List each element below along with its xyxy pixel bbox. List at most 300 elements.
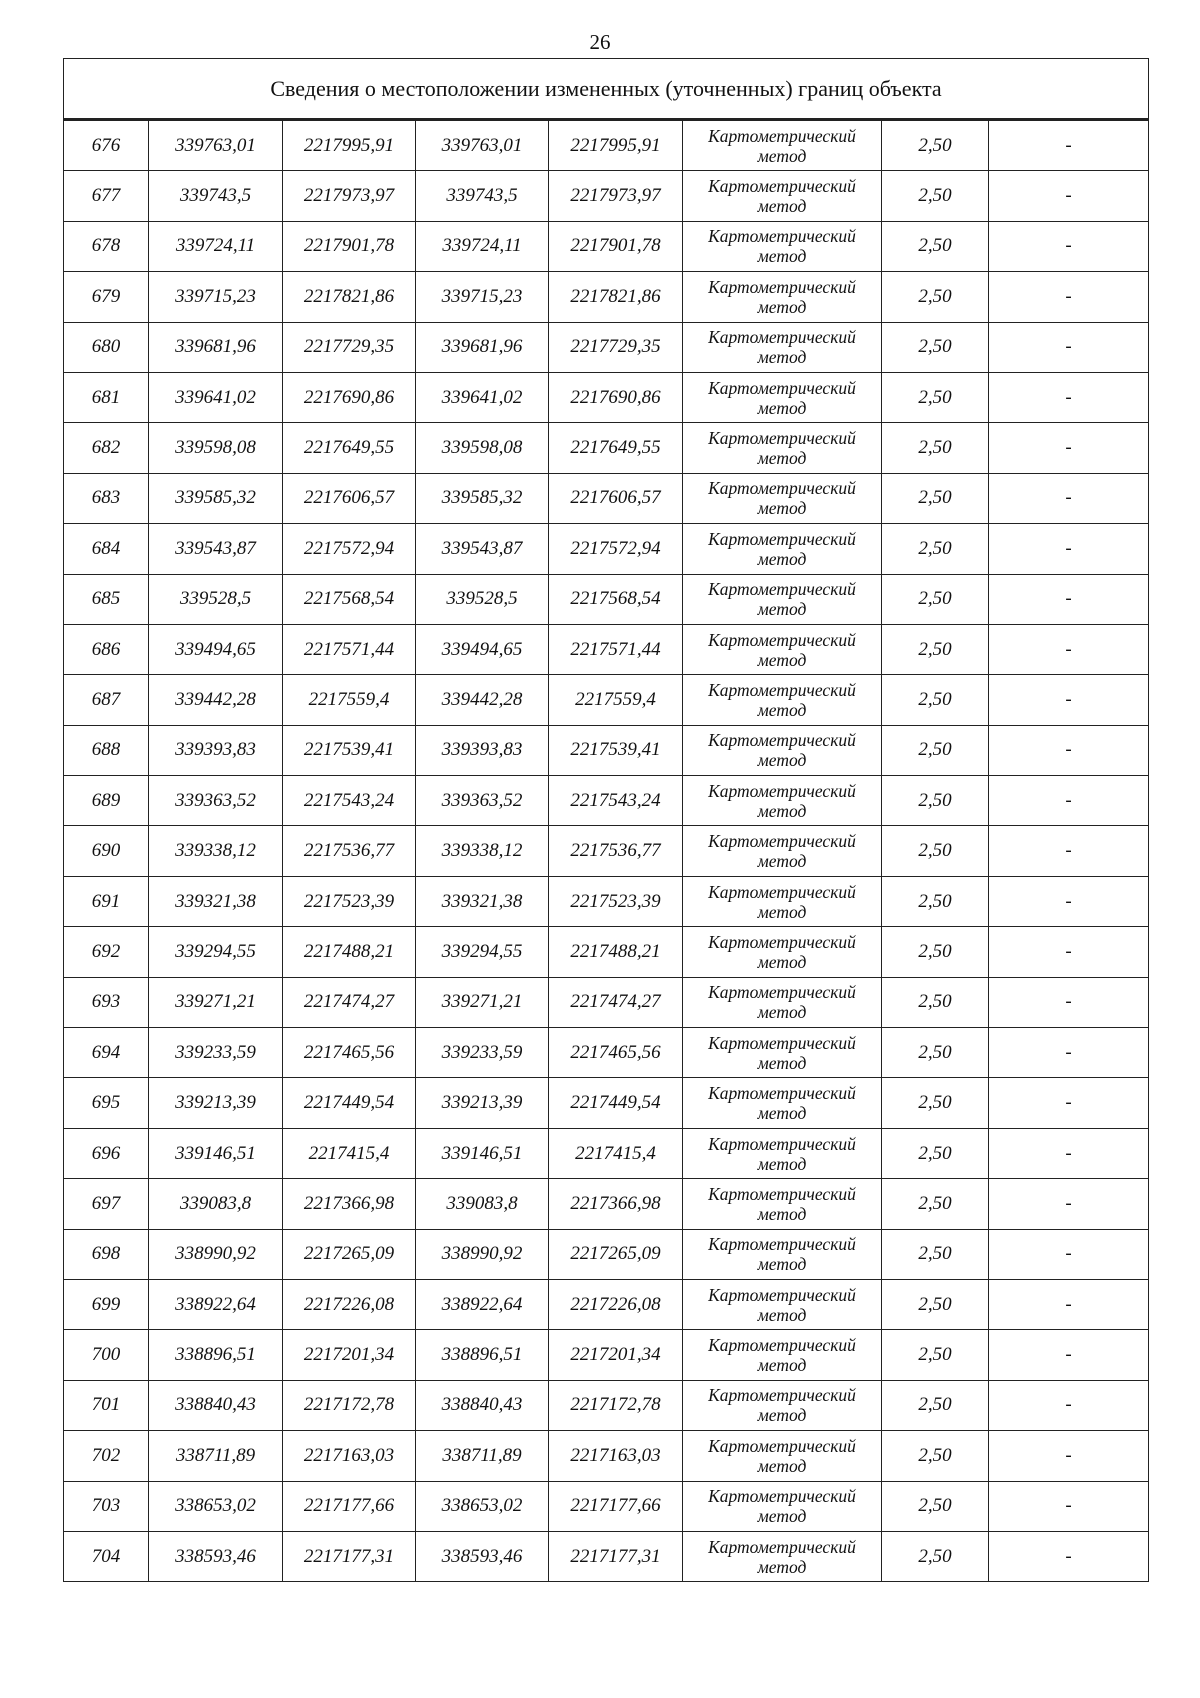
y-existing-cell: 2217536,77 [283, 826, 416, 876]
page-number: 26 [589, 30, 611, 54]
accuracy-cell: 2,50 [882, 1531, 989, 1581]
method-line-2: метод [757, 599, 807, 620]
y-refined-cell: 2217449,54 [549, 1078, 683, 1128]
point-number-cell: 687 [64, 675, 149, 725]
note-cell: - [989, 1028, 1149, 1078]
accuracy-cell: 2,50 [882, 675, 989, 725]
x-refined-cell: 339585,32 [416, 473, 549, 523]
x-existing-cell: 339213,39 [149, 1078, 283, 1128]
method-line-2: метод [757, 1405, 807, 1426]
x-refined-cell: 339494,65 [416, 624, 549, 674]
x-refined-cell: 339393,83 [416, 725, 549, 775]
y-existing-cell: 2217901,78 [283, 221, 416, 271]
x-refined-cell: 338990,92 [416, 1229, 549, 1279]
point-number-cell: 690 [64, 826, 149, 876]
method-line-2: метод [757, 1203, 807, 1224]
method-line-2: метод [757, 397, 807, 418]
method-line-1: Картометрический [708, 327, 856, 348]
x-refined-cell: 339543,87 [416, 524, 549, 574]
y-refined-cell: 2217523,39 [549, 876, 683, 926]
x-existing-cell: 338922,64 [149, 1279, 283, 1329]
method-line-1: Картометрический [708, 931, 856, 952]
x-existing-cell: 339363,52 [149, 776, 283, 826]
x-existing-cell: 338711,89 [149, 1431, 283, 1481]
y-existing-cell: 2217465,56 [283, 1028, 416, 1078]
y-refined-cell: 2217729,35 [549, 322, 683, 372]
y-refined-cell: 2217265,09 [549, 1229, 683, 1279]
y-existing-cell: 2217559,4 [283, 675, 416, 725]
x-existing-cell: 338840,43 [149, 1380, 283, 1430]
x-existing-cell: 339494,65 [149, 624, 283, 674]
method-line-1: Картометрический [708, 1385, 856, 1406]
y-existing-cell: 2217543,24 [283, 776, 416, 826]
note-cell: - [989, 1531, 1149, 1581]
method-cell [683, 675, 882, 725]
accuracy-cell: 2,50 [882, 1128, 989, 1178]
method-line-2: метод [757, 296, 807, 317]
note-cell: - [989, 473, 1149, 523]
method-line-1: Картометрический [708, 1083, 856, 1104]
method-line-1: Картометрический [708, 780, 856, 801]
method-line-2: метод [757, 246, 807, 267]
x-refined-cell: 339681,96 [416, 322, 549, 372]
y-refined-cell: 2217539,41 [549, 725, 683, 775]
x-refined-cell: 338653,02 [416, 1481, 549, 1531]
x-refined-cell: 339715,23 [416, 272, 549, 322]
note-cell: - [989, 1078, 1149, 1128]
method-cell [683, 725, 882, 775]
x-refined-cell: 339598,08 [416, 423, 549, 473]
y-refined-cell: 2217973,97 [549, 171, 683, 221]
x-existing-cell: 339271,21 [149, 977, 283, 1027]
x-refined-cell: 339763,01 [416, 120, 549, 171]
method-line-1: Картометрический [708, 1133, 856, 1154]
point-number-cell: 686 [64, 624, 149, 674]
table-row [64, 1078, 1149, 1128]
method-line-2: метод [757, 800, 807, 821]
x-existing-cell: 339543,87 [149, 524, 283, 574]
point-number-cell: 696 [64, 1128, 149, 1178]
table-row [64, 1279, 1149, 1329]
method-line-1: Картометрический [708, 276, 856, 297]
x-refined-cell: 339233,59 [416, 1028, 549, 1078]
x-refined-cell: 338593,46 [416, 1531, 549, 1581]
y-refined-cell: 2217226,08 [549, 1279, 683, 1329]
table-row [64, 675, 1149, 725]
x-refined-cell: 338840,43 [416, 1380, 549, 1430]
method-line-2: метод [757, 901, 807, 922]
y-refined-cell: 2217559,4 [549, 675, 683, 725]
y-existing-cell: 2217995,91 [283, 120, 416, 171]
method-line-2: метод [757, 1455, 807, 1476]
x-existing-cell: 339442,28 [149, 675, 283, 725]
method-line-1: Картометрический [708, 1284, 856, 1305]
y-refined-cell: 2217901,78 [549, 221, 683, 271]
table-row [64, 272, 1149, 322]
accuracy-cell: 2,50 [882, 876, 989, 926]
method-cell [683, 120, 882, 171]
table-row [64, 1431, 1149, 1481]
x-refined-cell: 339271,21 [416, 977, 549, 1027]
method-line-1: Картометрический [708, 176, 856, 197]
method-cell [683, 826, 882, 876]
note-cell: - [989, 624, 1149, 674]
method-cell [683, 1279, 882, 1329]
point-number-cell: 703 [64, 1481, 149, 1531]
method-line-1: Картометрический [708, 377, 856, 398]
y-existing-cell: 2217568,54 [283, 574, 416, 624]
x-existing-cell: 339585,32 [149, 473, 283, 523]
method-line-1: Картометрический [708, 226, 856, 247]
method-cell [683, 1128, 882, 1178]
y-refined-cell: 2217488,21 [549, 927, 683, 977]
point-number-cell: 699 [64, 1279, 149, 1329]
y-refined-cell: 2217572,94 [549, 524, 683, 574]
method-line-2: метод [757, 649, 807, 670]
y-refined-cell: 2217366,98 [549, 1179, 683, 1229]
x-existing-cell: 339763,01 [149, 120, 283, 171]
method-cell [683, 524, 882, 574]
y-refined-cell: 2217606,57 [549, 473, 683, 523]
table-row [64, 876, 1149, 926]
method-cell [683, 876, 882, 926]
note-cell: - [989, 221, 1149, 271]
y-existing-cell: 2217973,97 [283, 171, 416, 221]
x-existing-cell: 339083,8 [149, 1179, 283, 1229]
point-number-cell: 701 [64, 1380, 149, 1430]
table-row [64, 624, 1149, 674]
y-refined-cell: 2217649,55 [549, 423, 683, 473]
point-number-cell: 685 [64, 574, 149, 624]
table-row [64, 322, 1149, 372]
method-cell [683, 574, 882, 624]
note-cell: - [989, 1229, 1149, 1279]
method-cell [683, 1380, 882, 1430]
x-existing-cell: 339528,5 [149, 574, 283, 624]
x-refined-cell: 339338,12 [416, 826, 549, 876]
method-line-2: метод [757, 145, 807, 166]
method-cell [683, 1431, 882, 1481]
table-row [64, 171, 1149, 221]
method-line-1: Картометрический [708, 982, 856, 1003]
table-body [64, 120, 1149, 1582]
note-cell: - [989, 776, 1149, 826]
method-line-2: метод [757, 750, 807, 771]
method-cell [683, 776, 882, 826]
method-line-1: Картометрический [708, 629, 856, 650]
y-existing-cell: 2217366,98 [283, 1179, 416, 1229]
y-refined-cell: 2217474,27 [549, 977, 683, 1027]
y-existing-cell: 2217177,66 [283, 1481, 416, 1531]
point-number-cell: 694 [64, 1028, 149, 1078]
note-cell: - [989, 423, 1149, 473]
point-number-cell: 681 [64, 372, 149, 422]
method-cell [683, 322, 882, 372]
y-existing-cell: 2217571,44 [283, 624, 416, 674]
method-line-1: Картометрический [708, 579, 856, 600]
note-cell: - [989, 876, 1149, 926]
accuracy-cell: 2,50 [882, 1229, 989, 1279]
method-cell [683, 1078, 882, 1128]
y-refined-cell: 2217415,4 [549, 1128, 683, 1178]
x-existing-cell: 338990,92 [149, 1229, 283, 1279]
y-existing-cell: 2217163,03 [283, 1431, 416, 1481]
note-cell: - [989, 1330, 1149, 1380]
method-line-2: метод [757, 1556, 807, 1577]
table-row [64, 776, 1149, 826]
y-refined-cell: 2217568,54 [549, 574, 683, 624]
point-number-cell: 697 [64, 1179, 149, 1229]
x-refined-cell: 339146,51 [416, 1128, 549, 1178]
method-line-2: метод [757, 1355, 807, 1376]
x-existing-cell: 338593,46 [149, 1531, 283, 1581]
x-refined-cell: 339442,28 [416, 675, 549, 725]
x-existing-cell: 339233,59 [149, 1028, 283, 1078]
method-line-1: Картометрический [708, 428, 856, 449]
accuracy-cell: 2,50 [882, 322, 989, 372]
point-number-cell: 680 [64, 322, 149, 372]
note-cell: - [989, 524, 1149, 574]
point-number-cell: 700 [64, 1330, 149, 1380]
y-existing-cell: 2217265,09 [283, 1229, 416, 1279]
x-refined-cell: 339321,38 [416, 876, 549, 926]
y-existing-cell: 2217606,57 [283, 473, 416, 523]
method-cell [683, 423, 882, 473]
method-cell [683, 1481, 882, 1531]
table-row [64, 1531, 1149, 1581]
point-number-cell: 677 [64, 171, 149, 221]
accuracy-cell: 2,50 [882, 1380, 989, 1430]
method-line-1: Картометрический [708, 1335, 856, 1356]
x-existing-cell: 339724,11 [149, 221, 283, 271]
note-cell: - [989, 725, 1149, 775]
method-cell [683, 1179, 882, 1229]
x-refined-cell: 339528,5 [416, 574, 549, 624]
y-refined-cell: 2217995,91 [549, 120, 683, 171]
x-existing-cell: 339743,5 [149, 171, 283, 221]
accuracy-cell: 2,50 [882, 977, 989, 1027]
x-refined-cell: 339083,8 [416, 1179, 549, 1229]
method-line-2: метод [757, 851, 807, 872]
accuracy-cell: 2,50 [882, 221, 989, 271]
note-cell: - [989, 1481, 1149, 1531]
y-existing-cell: 2217226,08 [283, 1279, 416, 1329]
note-cell: - [989, 1179, 1149, 1229]
accuracy-cell: 2,50 [882, 120, 989, 171]
point-number-cell: 691 [64, 876, 149, 926]
x-refined-cell: 339294,55 [416, 927, 549, 977]
accuracy-cell: 2,50 [882, 272, 989, 322]
y-existing-cell: 2217821,86 [283, 272, 416, 322]
accuracy-cell: 2,50 [882, 776, 989, 826]
method-line-2: метод [757, 196, 807, 217]
accuracy-cell: 2,50 [882, 1179, 989, 1229]
method-line-2: метод [757, 1002, 807, 1023]
point-number-cell: 693 [64, 977, 149, 1027]
table-row [64, 1229, 1149, 1279]
method-line-1: Картометрический [708, 478, 856, 499]
method-line-2: метод [757, 1254, 807, 1275]
method-line-1: Картометрический [708, 528, 856, 549]
method-cell [683, 1531, 882, 1581]
point-number-cell: 698 [64, 1229, 149, 1279]
method-cell [683, 1028, 882, 1078]
method-line-2: метод [757, 548, 807, 569]
accuracy-cell: 2,50 [882, 473, 989, 523]
note-cell: - [989, 322, 1149, 372]
method-cell [683, 372, 882, 422]
x-existing-cell: 338653,02 [149, 1481, 283, 1531]
y-existing-cell: 2217449,54 [283, 1078, 416, 1128]
table-row [64, 1128, 1149, 1178]
point-number-cell: 702 [64, 1431, 149, 1481]
y-existing-cell: 2217539,41 [283, 725, 416, 775]
method-cell [683, 272, 882, 322]
accuracy-cell: 2,50 [882, 1330, 989, 1380]
x-existing-cell: 339598,08 [149, 423, 283, 473]
accuracy-cell: 2,50 [882, 524, 989, 574]
accuracy-cell: 2,50 [882, 171, 989, 221]
table-row [64, 372, 1149, 422]
method-line-1: Картометрический [708, 1435, 856, 1456]
y-existing-cell: 2217572,94 [283, 524, 416, 574]
table-row [64, 1330, 1149, 1380]
y-refined-cell: 2217163,03 [549, 1431, 683, 1481]
method-line-1: Картометрический [708, 831, 856, 852]
method-line-2: метод [757, 1506, 807, 1527]
y-existing-cell: 2217523,39 [283, 876, 416, 926]
note-cell: - [989, 272, 1149, 322]
method-line-1: Картометрический [708, 1183, 856, 1204]
method-line-2: метод [757, 1103, 807, 1124]
point-number-cell: 688 [64, 725, 149, 775]
point-number-cell: 678 [64, 221, 149, 271]
table-row [64, 120, 1149, 171]
method-cell [683, 221, 882, 271]
table-row [64, 221, 1149, 271]
method-cell [683, 1229, 882, 1279]
table-row [64, 574, 1149, 624]
y-refined-cell: 2217177,66 [549, 1481, 683, 1531]
x-refined-cell: 339641,02 [416, 372, 549, 422]
y-existing-cell: 2217649,55 [283, 423, 416, 473]
accuracy-cell: 2,50 [882, 927, 989, 977]
table-row [64, 1380, 1149, 1430]
y-refined-cell: 2217172,78 [549, 1380, 683, 1430]
table-title: Сведения о местоположении измененных (уточненных) границ объекта [64, 59, 1149, 120]
x-existing-cell: 339715,23 [149, 272, 283, 322]
x-existing-cell: 338896,51 [149, 1330, 283, 1380]
note-cell: - [989, 1431, 1149, 1481]
table-row [64, 1481, 1149, 1531]
y-refined-cell: 2217201,34 [549, 1330, 683, 1380]
note-cell: - [989, 826, 1149, 876]
method-cell [683, 473, 882, 523]
y-existing-cell: 2217415,4 [283, 1128, 416, 1178]
table-row [64, 473, 1149, 523]
point-number-cell: 692 [64, 927, 149, 977]
accuracy-cell: 2,50 [882, 1481, 989, 1531]
accuracy-cell: 2,50 [882, 574, 989, 624]
method-cell [683, 927, 882, 977]
x-existing-cell: 339641,02 [149, 372, 283, 422]
note-cell: - [989, 675, 1149, 725]
y-refined-cell: 2217690,86 [549, 372, 683, 422]
y-refined-cell: 2217543,24 [549, 776, 683, 826]
accuracy-cell: 2,50 [882, 1028, 989, 1078]
method-line-2: метод [757, 699, 807, 720]
accuracy-cell: 2,50 [882, 372, 989, 422]
x-existing-cell: 339321,38 [149, 876, 283, 926]
note-cell: - [989, 372, 1149, 422]
method-line-1: Картометрический [708, 1234, 856, 1255]
y-existing-cell: 2217729,35 [283, 322, 416, 372]
accuracy-cell: 2,50 [882, 1078, 989, 1128]
method-line-1: Картометрический [708, 679, 856, 700]
method-line-1: Картометрический [708, 881, 856, 902]
method-cell [683, 977, 882, 1027]
x-refined-cell: 339363,52 [416, 776, 549, 826]
point-number-cell: 695 [64, 1078, 149, 1128]
table-title-row [64, 59, 1149, 120]
method-line-1: Картометрический [708, 1032, 856, 1053]
note-cell: - [989, 120, 1149, 171]
boundary-coordinates-table [63, 58, 1149, 1582]
point-number-cell: 683 [64, 473, 149, 523]
x-existing-cell: 339338,12 [149, 826, 283, 876]
method-line-2: метод [757, 498, 807, 519]
note-cell: - [989, 1279, 1149, 1329]
method-cell [683, 624, 882, 674]
x-refined-cell: 339743,5 [416, 171, 549, 221]
note-cell: - [989, 927, 1149, 977]
x-existing-cell: 339681,96 [149, 322, 283, 372]
x-refined-cell: 338922,64 [416, 1279, 549, 1329]
method-line-2: метод [757, 1304, 807, 1325]
note-cell: - [989, 171, 1149, 221]
y-existing-cell: 2217488,21 [283, 927, 416, 977]
method-line-2: метод [757, 347, 807, 368]
accuracy-cell: 2,50 [882, 725, 989, 775]
point-number-cell: 704 [64, 1531, 149, 1581]
y-refined-cell: 2217536,77 [549, 826, 683, 876]
table-row [64, 524, 1149, 574]
method-cell [683, 1330, 882, 1380]
table-row [64, 826, 1149, 876]
table-row [64, 1179, 1149, 1229]
y-existing-cell: 2217201,34 [283, 1330, 416, 1380]
accuracy-cell: 2,50 [882, 423, 989, 473]
x-refined-cell: 338896,51 [416, 1330, 549, 1380]
y-existing-cell: 2217177,31 [283, 1531, 416, 1581]
table-row [64, 725, 1149, 775]
point-number-cell: 682 [64, 423, 149, 473]
method-line-1: Картометрический [708, 730, 856, 751]
method-line-1: Картометрический [708, 1536, 856, 1557]
table-row [64, 1028, 1149, 1078]
method-cell [683, 171, 882, 221]
point-number-cell: 684 [64, 524, 149, 574]
x-existing-cell: 339294,55 [149, 927, 283, 977]
method-line-2: метод [757, 951, 807, 972]
y-refined-cell: 2217465,56 [549, 1028, 683, 1078]
method-line-2: метод [757, 1052, 807, 1073]
accuracy-cell: 2,50 [882, 1431, 989, 1481]
note-cell: - [989, 1380, 1149, 1430]
note-cell: - [989, 1128, 1149, 1178]
y-refined-cell: 2217571,44 [549, 624, 683, 674]
x-refined-cell: 339724,11 [416, 221, 549, 271]
